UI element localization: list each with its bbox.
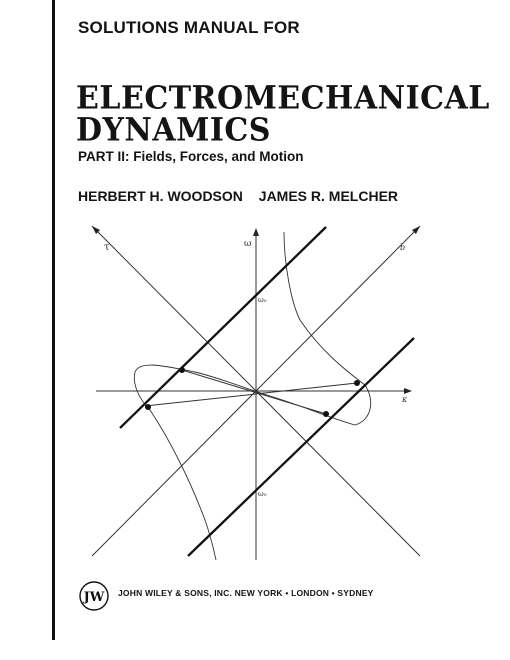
intersection-dot bbox=[179, 367, 185, 373]
k-axis-arrow bbox=[404, 388, 412, 394]
cover-title-line-2: DYNAMICS bbox=[76, 112, 271, 149]
author-2: JAMES R. MELCHER bbox=[258, 188, 399, 204]
k-axis-label: κ bbox=[402, 395, 408, 404]
cover-subtitle: PART II: Fields, Forces, and Motion bbox=[78, 149, 304, 164]
logo-letters: JW bbox=[83, 590, 105, 605]
publisher-line: JOHN WILEY & SONS, INC. NEW YORK • LONDON • SYDNEY bbox=[118, 588, 374, 598]
intersection-dot bbox=[145, 404, 151, 410]
omega-lower-label: ω₀ bbox=[258, 490, 267, 498]
b-label: b bbox=[400, 243, 406, 252]
dispersion-curve bbox=[134, 232, 370, 560]
author-1: HERBERT H. WOODSON bbox=[78, 188, 243, 204]
intersection-dot bbox=[354, 380, 360, 386]
wiley-logo bbox=[78, 580, 110, 612]
tau-label: τ bbox=[104, 242, 110, 253]
thick-line-lower bbox=[188, 338, 414, 556]
cover-title-line-1: ELECTROMECHANICAL bbox=[76, 80, 490, 117]
omega-axis-arrow bbox=[253, 228, 259, 236]
intersection-dot bbox=[323, 411, 329, 417]
omega-upper-label: ω₀ bbox=[258, 296, 267, 304]
omega-axis-label: ω bbox=[244, 239, 252, 249]
cover-heading: SOLUTIONS MANUAL FOR bbox=[78, 18, 300, 37]
